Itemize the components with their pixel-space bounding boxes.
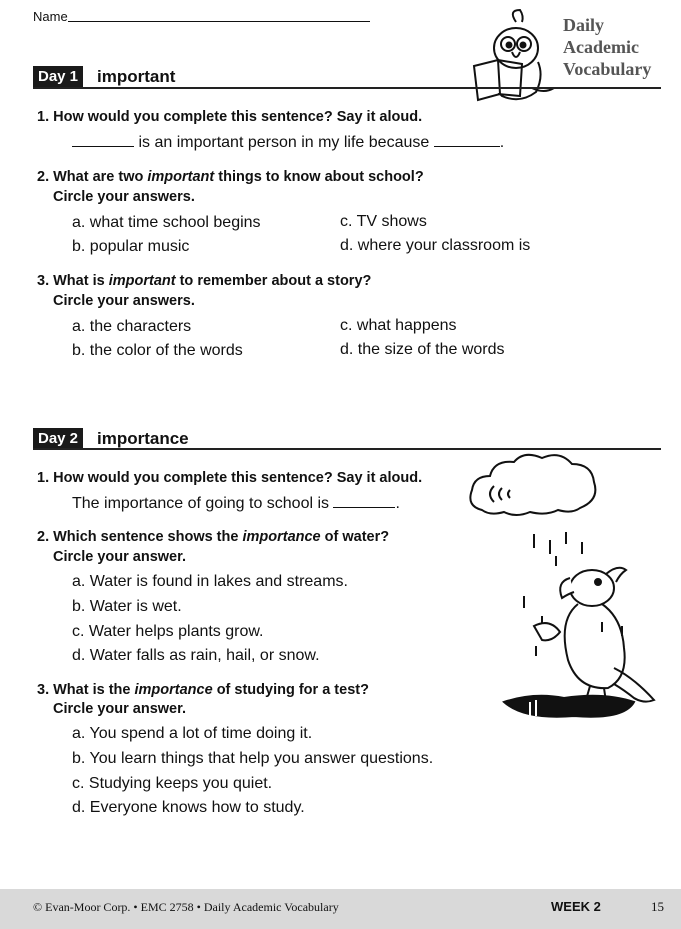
- day1-q3-pre: 3. What is: [37, 273, 109, 289]
- day1-q1-sentence: [72, 133, 504, 153]
- day1-q1-blank-1[interactable]: [72, 134, 134, 147]
- day2-q2-option-b[interactable]: b. Water is wet.: [72, 598, 182, 615]
- day1-q1-sentence-mid: is an important person in my life because: [134, 134, 434, 151]
- brand-line-1: Daily: [563, 15, 605, 35]
- day1-q3-option-b[interactable]: b. the color of the words: [72, 342, 243, 359]
- day1-badge: Day 1: [33, 66, 83, 88]
- day1-q3-em: important: [108, 273, 176, 289]
- day2-q2-instruction: Circle your answer.: [53, 549, 186, 565]
- day2-q3-prompt: [37, 680, 369, 700]
- footer-page-number: 15: [651, 899, 664, 914]
- day1-q2-post: things to know about school?: [214, 169, 424, 185]
- day1-divider: [33, 87, 661, 89]
- day2-q3-option-d[interactable]: d. Everyone knows how to study.: [72, 799, 305, 816]
- day2-q1-sentence-end: .: [395, 495, 400, 512]
- day1-q2-option-b[interactable]: b. popular music: [72, 238, 190, 255]
- day2-q3-option-b[interactable]: b. You learn things that help you answer questions.: [72, 750, 434, 767]
- day2-q2-option-c[interactable]: c. Water helps plants grow.: [72, 623, 264, 640]
- day1-q3-option-a[interactable]: a. the characters: [72, 318, 192, 335]
- day1-q3-option-c[interactable]: c. what happens: [340, 317, 457, 334]
- day1-q3-option-d[interactable]: d. the size of the words: [340, 341, 505, 358]
- footer-credit: © Evan-Moor Corp. • EMC 2758 • Daily Academic Vocabulary: [33, 900, 339, 914]
- brand-line-2: Academic: [563, 37, 639, 57]
- day2-q2-prompt: [37, 527, 389, 547]
- name-label: Name: [33, 9, 68, 24]
- day2-q2-option-a[interactable]: a. Water is found in lakes and streams.: [72, 573, 348, 590]
- day1-q3-post: to remember about a story?: [175, 273, 372, 289]
- day2-q3-post: of studying for a test?: [212, 682, 369, 698]
- day1-q2-option-d[interactable]: d. where your classroom is: [340, 237, 531, 254]
- day1-q2-em: important: [147, 169, 215, 185]
- day2-q2-option-d[interactable]: d. Water falls as rain, hail, or snow.: [72, 647, 320, 664]
- day2-q3-option-a[interactable]: a. You spend a lot of time doing it.: [72, 725, 313, 742]
- day2-q1-prompt: 1. How would you complete this sentence? Say it aloud.: [37, 470, 423, 486]
- day1-q2-pre: 2. What are two: [37, 169, 148, 185]
- day1-q2-option-a[interactable]: a. what time school begins: [72, 214, 261, 231]
- day2-badge: Day 2: [33, 428, 83, 450]
- day2-q3-em: importance: [134, 682, 213, 698]
- day2-word: importance: [97, 429, 189, 448]
- day1-q3-prompt: [37, 271, 371, 291]
- brand-title: [563, 14, 651, 80]
- day1-q1-blank-2[interactable]: [434, 134, 500, 147]
- brand-line-3: Vocabulary: [563, 59, 652, 79]
- day1-q1-prompt: 1. How would you complete this sentence? Say it aloud.: [37, 109, 423, 125]
- day2-q2-post: of water?: [320, 529, 390, 545]
- day1-q1-sentence-end: .: [499, 134, 505, 151]
- day1-q2-instruction: Circle your answers.: [53, 189, 195, 205]
- rainy-owl-illustration: [494, 526, 664, 726]
- day2-q1-sentence-text: The importance of going to school is: [72, 495, 334, 512]
- day1-word: important: [97, 67, 176, 86]
- day1-q2-option-c[interactable]: c. TV shows: [340, 213, 427, 230]
- name-line[interactable]: [68, 21, 370, 22]
- day2-q2-em: importance: [242, 529, 321, 545]
- footer-week: WEEK 2: [551, 899, 601, 914]
- day2-q3-pre: 3. What is the: [37, 682, 135, 698]
- owl-reading-illustration: [466, 8, 566, 104]
- rain-cloud-illustration: [464, 450, 604, 524]
- day2-q1-blank[interactable]: [333, 495, 395, 508]
- day2-q3-instruction: Circle your answer.: [53, 701, 186, 717]
- day2-q3-option-c[interactable]: c. Studying keeps you quiet.: [72, 775, 273, 792]
- day1-q3-instruction: Circle your answers.: [53, 293, 195, 309]
- day2-q1-sentence: [72, 494, 400, 514]
- day2-q2-pre: 2. Which sentence shows the: [37, 529, 243, 545]
- day1-q2-prompt: [37, 167, 424, 187]
